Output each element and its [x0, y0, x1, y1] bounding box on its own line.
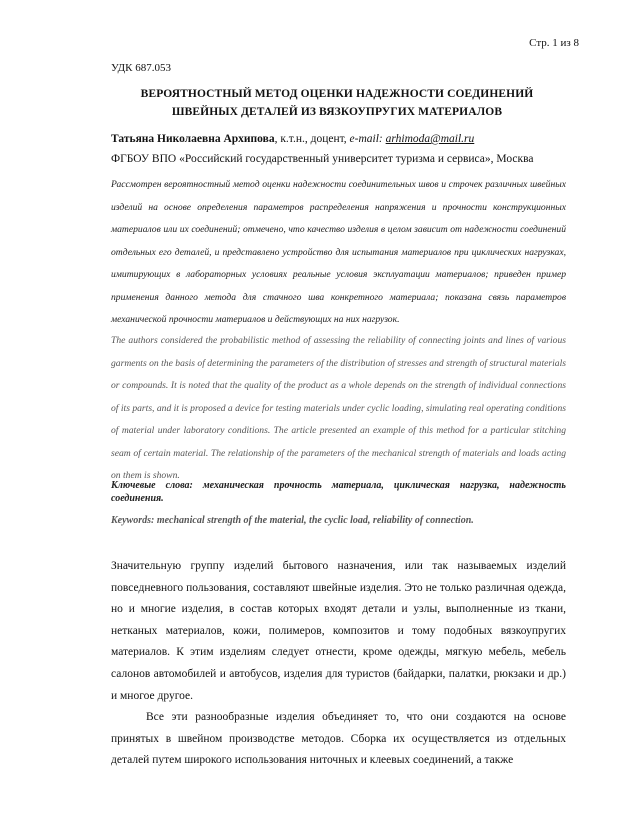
body-paragraph-2: Все эти разнообразные изделия объединяет то, что они создаются на основе принятых в швейном производстве методов. Сборка их осуществляется из отдельных деталей путем широкого использования ниточных и клеевых соединений, а также: [111, 711, 566, 767]
abstract-russian: Рассмотрен вероятностный метод оценки надежности соединительных швов и строчек различных швейных изделий на основе определения параметров распределения напряжения и прочности конструкционных материалов или их соединений; отмечено, что качество изделия в целом зависит от надежности соединений отдельных его деталей, и представлено устройство для испытания материалов при циклических нагрузках, имитирующих в лабораторных условиях реальные условия эксплуатации материалов; приведен пример применения данного метода для стачного шва конкретного материала; показана связь параметров механической прочности материалов и действующих на них нагрузок.: [111, 179, 566, 325]
author-email-link[interactable]: arhimoda@mail.ru: [385, 133, 475, 145]
abstract-english: The authors considered the probabilistic method of assessing the reliability of connecting joints and lines of various garments on the basis of determining the parameters of the distribution of stresses and strength of structural materials or compounds. It is noted that the quality of the product as a whole depends on the strength of individual connections of its parts, and it is proposed a device for testing materials under cyclic loading, simulating real operating conditions of material under laboratory conditions. The article presented an example of this method for a particular stitching seam of certain material. The relationship of the parameters of the mechanical strength of materials and loads acting on them is shown.: [111, 335, 566, 481]
body-paragraph-1: Значительную группу изделий бытового назначения, или так называемых изделий повседневного пользования, составляют швейные изделия. Это не только различная одежда, но и многие изделия, в состав которых входят детали и узлы, выполненные из ткани, нетканых материалов, кожи, полимеров, композитов и тому подобных вязкоупругих материалов. К этим изделиям следует отнести, кроме одежды, мягкую мебель, мебель салонов автомобилей и автобусов, изделия для туристов (байдарки, палатки, рюкзаки и др.) и многое другое.: [111, 560, 566, 702]
page-number: Стр. 1 из 8: [529, 37, 579, 49]
keywords-russian: Ключевые слова: механическая прочность материала, циклическая нагрузка, надежность соединения.: [111, 480, 566, 504]
author-name: Татьяна Николаевна Архипова: [111, 133, 275, 145]
author-degree: , к.т.н., доцент,: [274, 133, 350, 145]
email-label: e-mail:: [349, 133, 386, 145]
article-body: [111, 556, 566, 772]
title-line-2: ШВЕЙНЫХ ДЕТАЛЕЙ ИЗ ВЯЗКОУПРУГИХ МАТЕРИАЛОВ: [171, 106, 503, 118]
article-title: [111, 85, 563, 121]
udc-code: УДК 687.053: [111, 62, 172, 74]
affiliation: ФГБОУ ВПО «Российский государственный университет туризма и сервиса», Москва: [111, 153, 534, 165]
title-line-1: ВЕРОЯТНОСТНЫЙ МЕТОД ОЦЕНКИ НАДЕЖНОСТИ СОЕДИНЕНИЙ: [140, 88, 534, 100]
keywords-english: Keywords: mechanical strength of the material, the cyclic load, reliability of connection.: [111, 515, 474, 526]
author-line: [111, 133, 571, 145]
